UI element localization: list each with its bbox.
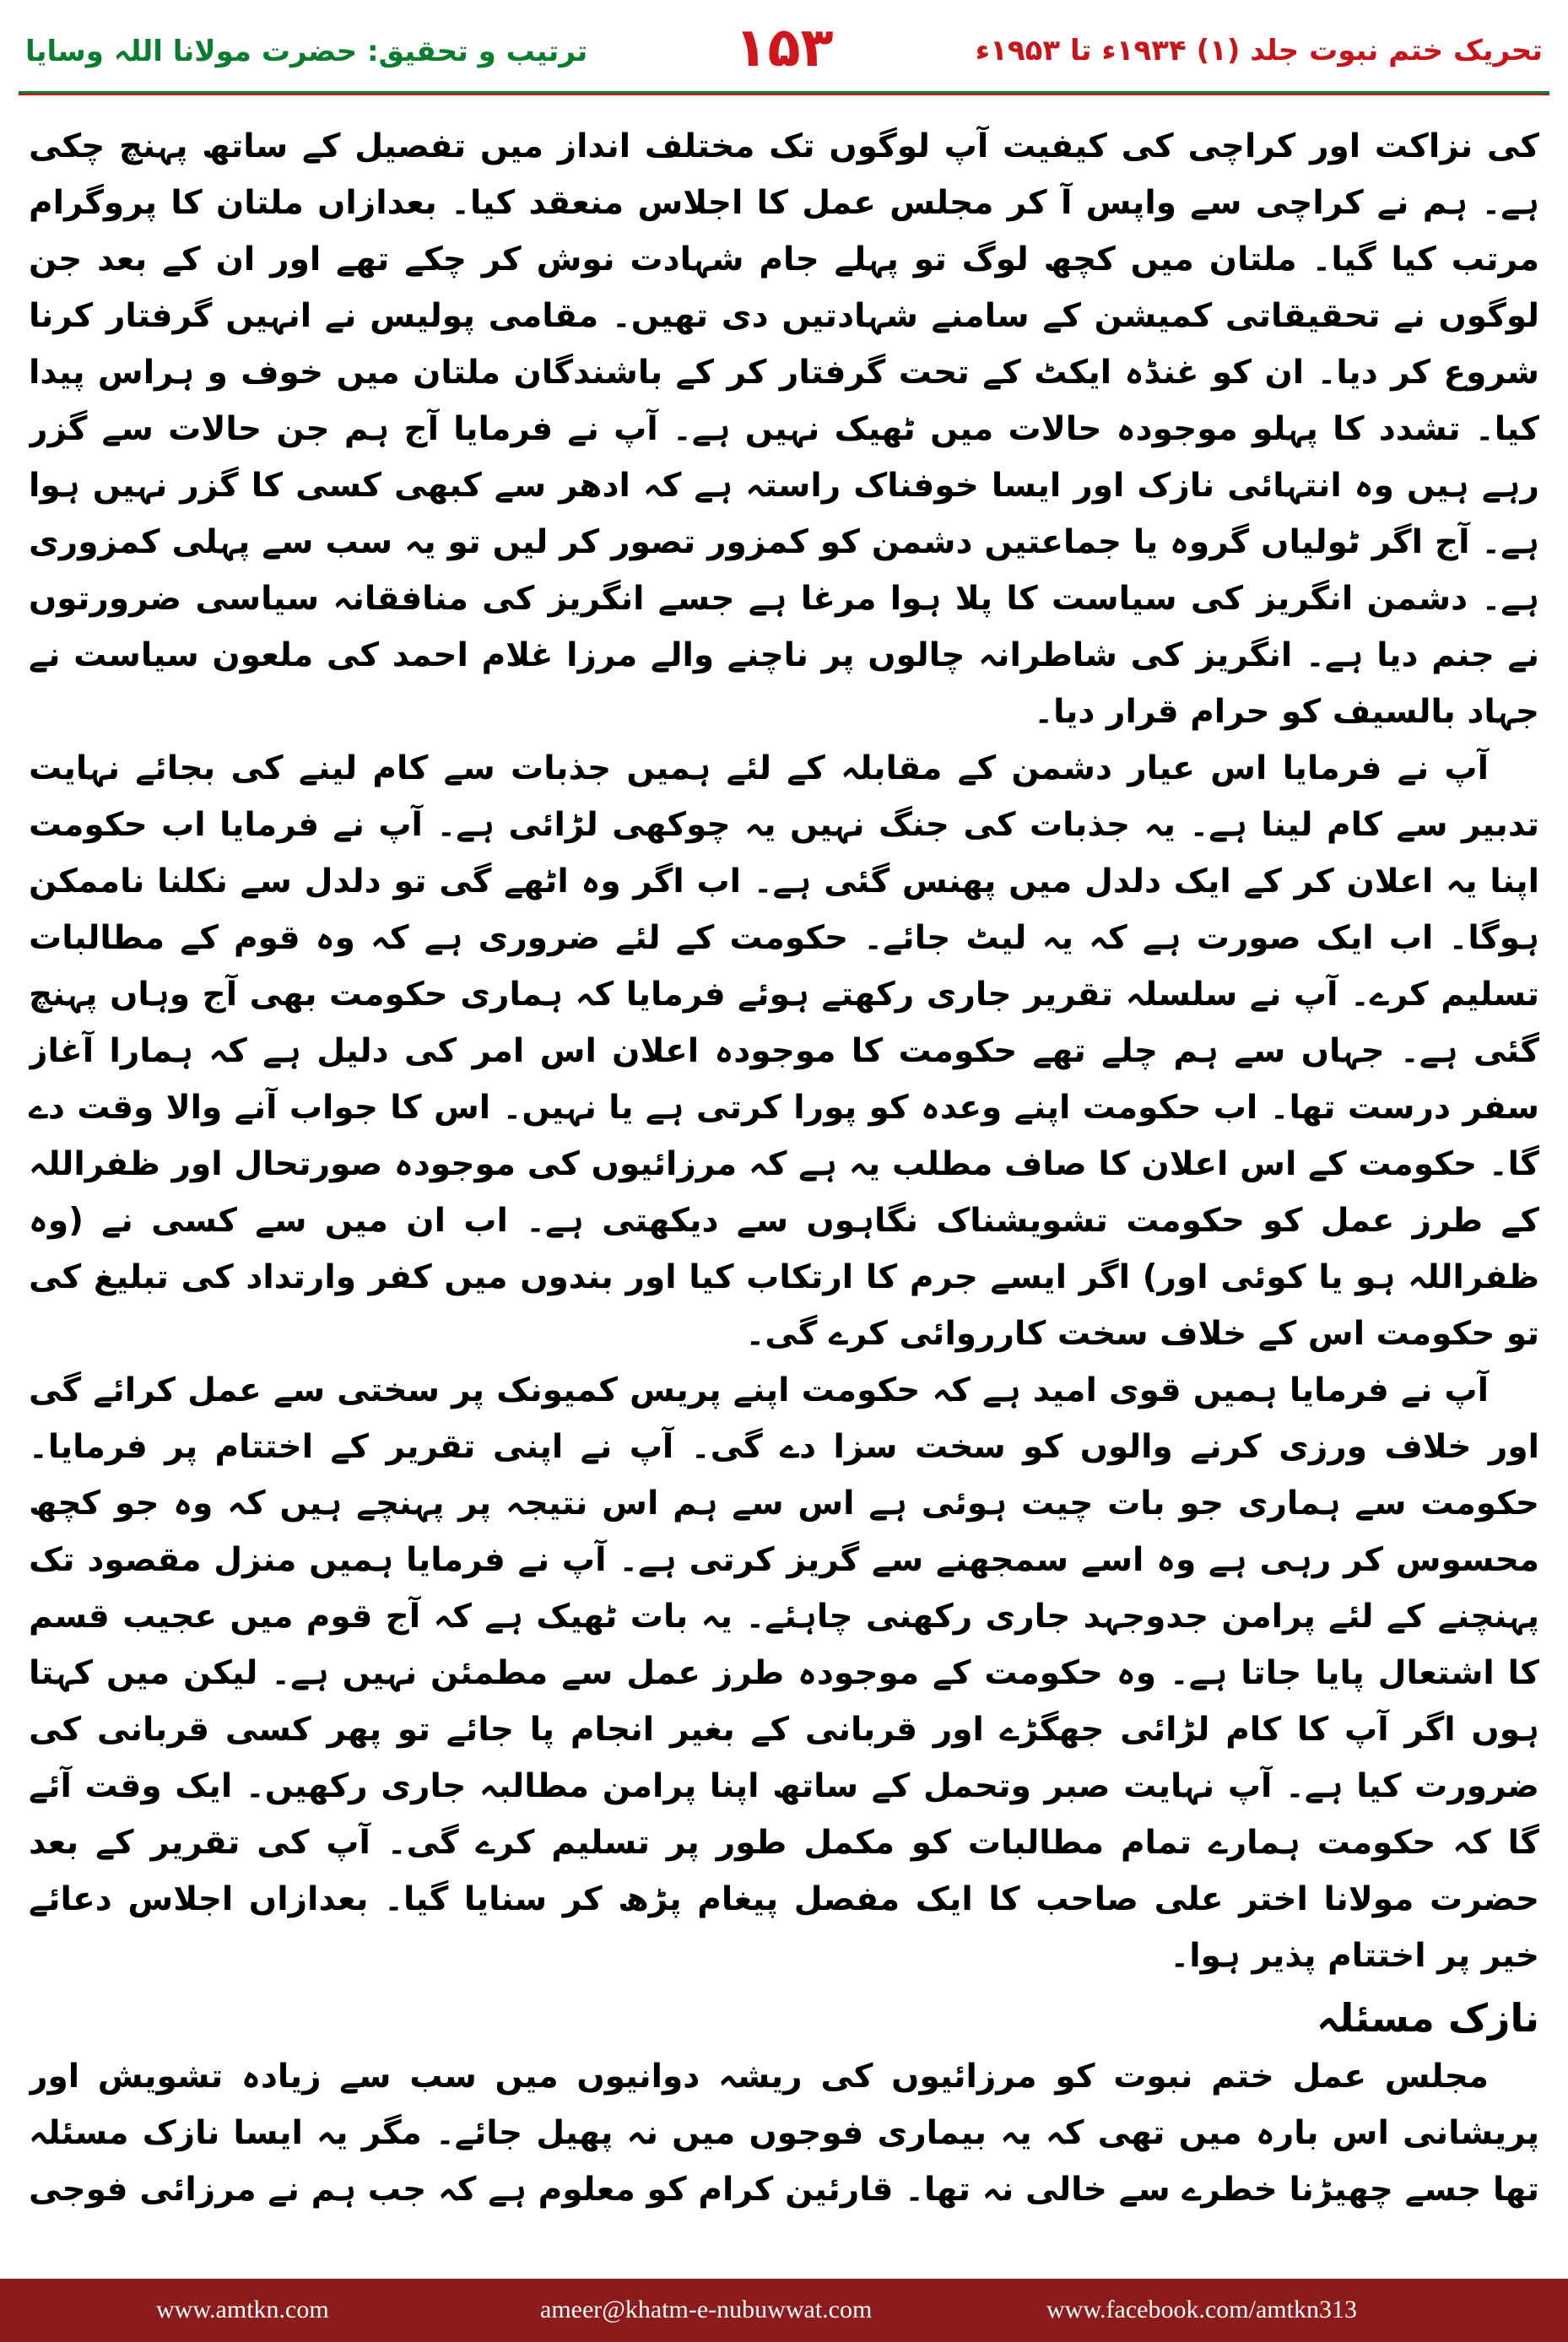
footer-email-link[interactable]: ameer@khatm-e-nubuwwat.com (540, 2296, 873, 2323)
header-compiler: ترتیب و تحقیق: حضرت مولانا اللہ وسایا (25, 35, 588, 68)
page-header (0, 0, 1568, 110)
page-body (29, 118, 1539, 2211)
footer-website-link[interactable]: www.amtkn.com (156, 2296, 329, 2323)
paragraph-2: آپ نے فرمایا اس عیار دشمن کے مقابلہ کے لئے ہمیں جذبات سے کام لینے کی بجائے نہایت تدبیر سے کام لینا ہے۔ یہ جذبات کی جنگ نہیں یہ چوکھی لڑائی ہے۔ آپ نے فرمایا اب حکومت اپنا یہ اعلان کر کے ایک دلدل میں پھنس گئی ہے۔ اب اگر وہ اٹھے گی تو دلدل سے نکلنا ناممکن ہوگا۔ اب ایک صورت ہے کہ یہ لیٹ جائے۔ حکومت کے لئے ضروری ہے کہ وہ قوم کے مطالبات تسلیم کرے۔ آپ نے سلسلہ تقریر جاری رکھتے ہوئے فرمایا کہ ہماری حکومت بھی آج وہاں پہنچ گئی ہے۔ جہاں سے ہم چلے تھے حکومت کا موجودہ اعلان اس امر کی دلیل ہے کہ ہمارا آغاز سفر درست تھا۔ اب حکومت اپنے وعدہ کو پورا کرتی ہے یا نہیں۔ اس کا جواب آنے والا وقت دے گا۔ حکومت کے اس اعلان کا صاف مطلب یہ ہے کہ مرزائیوں کی موجودہ صورتحال اور ظفراللہ کے طرز عمل کو حکومت تشویشناک نگاہوں سے دیکھتی ہے۔ اب ان میں سے کسی نے (وہ ظفراللہ ہو یا کوئی اور) اگر ایسے جرم کا ارتکاب کیا اور بندوں میں کفر وارتداد کی تبلیغ کی تو حکومت اس کے خلاف سخت کارروائی کرے گی۔ (29, 749, 1539, 1353)
header-book-title: تحریک ختم نبوت جلد (۱) ۱۹۳۴ء تا ۱۹۵۳ء (975, 34, 1543, 68)
section-heading: نازک مسئلہ (1317, 1995, 1539, 2041)
paragraph-1: کی نزاکت اور کراچی کی کیفیت آپ لوگوں تک مختلف انداز میں تفصیل کے ساتھ پہنچ چکی ہے۔ ہم نے کراچی سے واپس آ کر مجلس عمل کا اجلاس منعقد کیا۔ بعدازاں ملتان کا پروگرام مرتب کیا گیا۔ ملتان میں کچھ لوگ تو پہلے جام شہادت نوش کر چکے تھے اور ان کے بعد جن لوگوں نے تحقیقاتی کمیشن کے سامنے شہادتیں دی تھیں۔ مقامی پولیس نے انہیں گرفتار کرنا شروع کر دیا۔ ان کو غنڈہ ایکٹ کے تحت گرفتار کر کے باشندگان ملتان میں خوف و ہراس پیدا کیا۔ تشدد کا پہلو موجودہ حالات میں ٹھیک نہیں ہے۔ آپ نے فرمایا آج ہم جن حالات سے گزر رہے ہیں وہ انتہائی نازک اور ایسا خوفناک راستہ ہے کہ ادھر سے کبھی کسی کا گزر نہیں ہوا ہے۔ آج اگر ٹولیاں گروہ یا جماعتیں دشمن کو کمزور تصور کر لیں تو یہ سب سے پہلی کمزوری ہے۔ دشمن انگریز کی سیاست کا پلا ہوا مرغا ہے جسے انگریز کی منافقانہ سیاسی ضرورتوں نے جنم دیا ہے۔ انگریز کی شاطرانہ چالوں پر ناچنے والے مرزا غلام احمد کی ملعون سیاست نے جہاد بالسیف کو حرام قرار دیا۔ (29, 127, 1539, 731)
paragraph-3: آپ نے فرمایا ہمیں قوی امید ہے کہ حکومت اپنے پریس کمیونک پر سختی سے عمل کرائے گی اور خلاف ورزی کرنے والوں کو سخت سزا دے گی۔ آپ نے اپنی تقریر کے اختتام پر فرمایا۔ حکومت سے ہماری جو بات چیت ہوئی ہے اس سے ہم اس نتیجہ پر پہنچے ہیں کہ وہ جو کچھ محسوس کر رہی ہے وہ اسے سمجھنے سے گریز کرتی ہے۔ آپ نے فرمایا ہمیں منزل مقصود تک پہنچنے کے لئے پرامن جدوجہد جاری رکھنی چاہئے۔ یہ بات ٹھیک ہے کہ آج قوم میں عجیب قسم کا اشتعال پایا جاتا ہے۔ وہ حکومت کے موجودہ طرز عمل سے مطمئن نہیں ہے۔ لیکن میں کہتا ہوں اگر آپ کا کام لڑائی جھگڑے اور قربانی کے بغیر انجام پا جائے تو پھر کسی قربانی کی ضرورت کیا ہے۔ آپ نہایت صبر وتحمل کے ساتھ اپنا پرامن مطالبہ جاری رکھیں۔ ایک وقت آئے گا کہ حکومت ہمارے تمام مطالبات کو مکمل طور پر تسلیم کرے گی۔ آپ کی تقریر کے بعد حضرت مولانا اختر علی صاحب کا ایک مفصل پیغام پڑھ کر سنایا گیا۔ بعدازاں اجلاس دعائے خیر پر اختتام پذیر ہوا۔ (29, 1371, 1539, 1975)
footer-facebook-link[interactable]: www.facebook.com/amtkn313 (1046, 2296, 1357, 2323)
page-footer (0, 2279, 1568, 2342)
section-paragraph: مجلس عمل ختم نبوت کو مرزائیوں کی ریشہ دوانیوں میں سب سے زیادہ تشویش اور پریشانی اس بارہ میں تھی کہ یہ بیماری فوجوں میں نہ پھیل جائے۔ مگر یہ ایسا نازک مسئلہ تھا جسے چھیڑنا خطرے سے خالی نہ تھا۔ قارئین کرام کو معلوم ہے کہ جب ہم نے مرزائی فوجی (29, 2058, 1539, 2209)
page-number: ۱۵۳ (734, 17, 834, 79)
header-divider (19, 91, 1549, 95)
